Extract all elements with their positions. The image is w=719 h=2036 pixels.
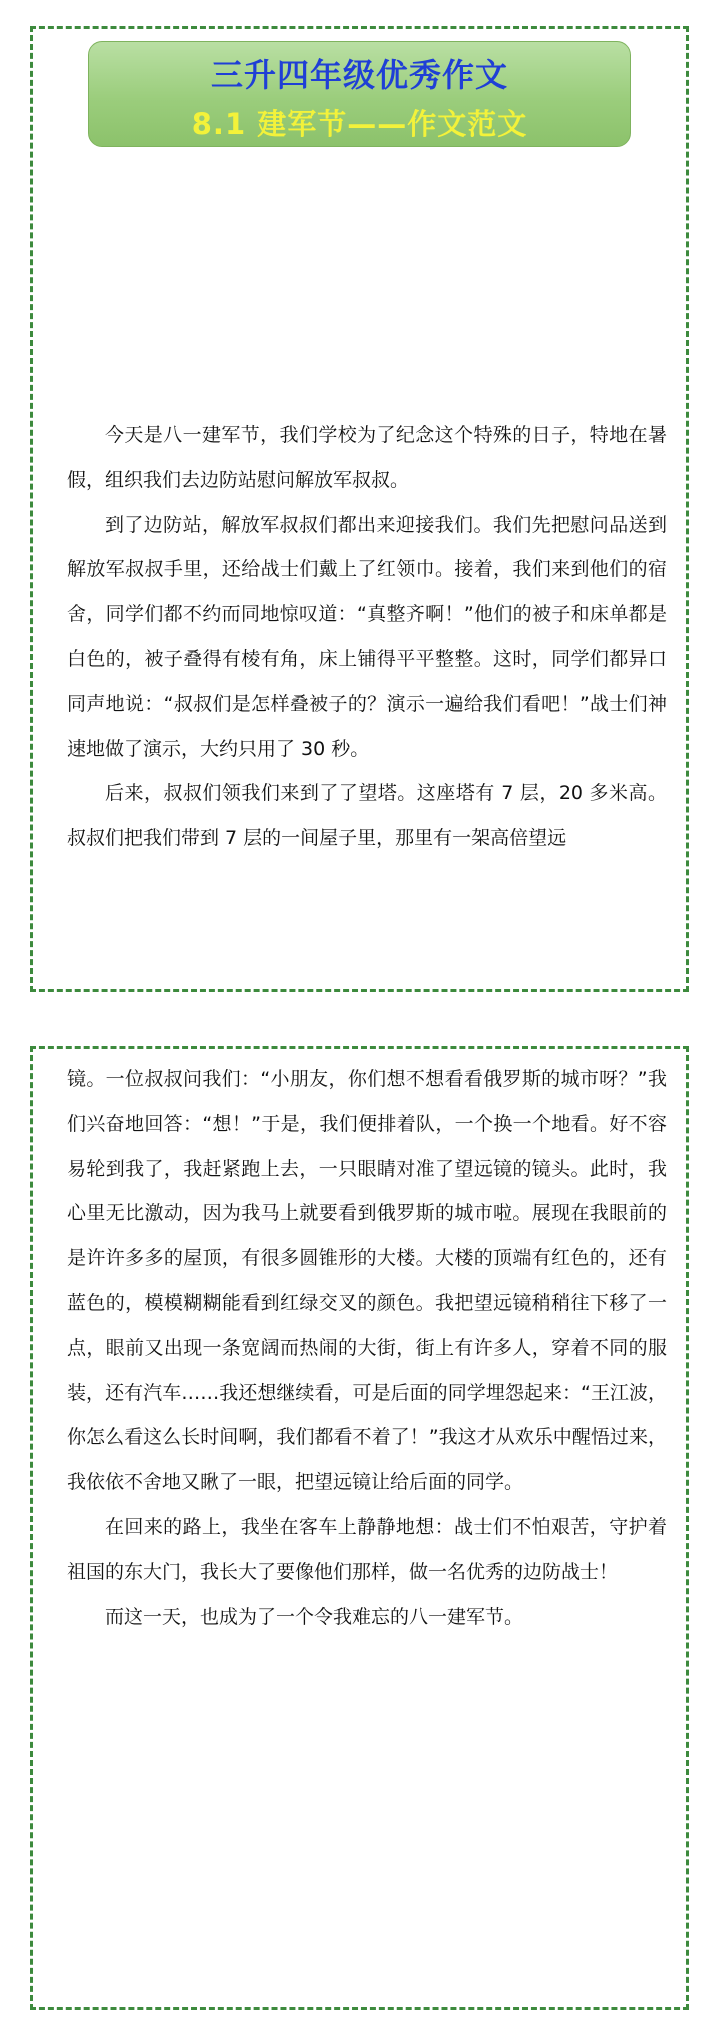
title-banner [88,41,631,147]
essay-paragraph: 后来，叔叔们领我们来到了了望塔。这座塔有 7 层，20 多米高。叔叔们把我们带到 7 层的一间屋子里，那里有一架高倍望远 [67,782,667,850]
page-frame-2 [30,1046,689,2010]
page-title: 三升四年级优秀作文 [210,56,508,94]
essay-paragraph: 今天是八一建军节，我们学校为了纪念这个特殊的日子，特地在暑假，组织我们去边防站慰问解放军叔叔。 [67,424,667,491]
essay-paragraph: 在回来的路上，我坐在客车上静静地想：战士们不怕艰苦，守护着祖国的东大门，我长大了要像他们那样，做一名优秀的边防战士！ [67,1515,667,1583]
essay-paragraph-continued: 镜。一位叔叔问我们：“小朋友，你们想不想看看俄罗斯的城市呀？”我们兴奋地回答：“想！”于是，我们便排着队，一个换一个地看。好不容易轮到我了，我赶紧跑上去，一只眼睛对准了望远镜的镜头。此时，我心里无比激动，因为我马上就要看到俄罗斯的城市啦。展现在我眼前的是许许多多的屋顶，有很多圆锥形的大楼。大楼的顶端有红色的，还有蓝色的，模模糊糊能看到红绿交叉的颜色。我把望远镜稍稍往下移了一点，眼前又出现一条宽阔而热闹的大街，街上有许多人，穿着不同的服装，还有汽车……我还想继续看，可是后面的同学埋怨起来：“王江波，你怎么看这么长时间啊，我们都看不着了！”我这才从欢乐中醒悟过来，我依依不舍地又瞅了一眼，把望远镜让给后面的同学。 [67,1068,667,1494]
page-subtitle: 8.1 建军节——作文范文 [191,107,528,141]
essay-body-1 [67,413,667,861]
essay-body-2 [67,1057,667,1639]
essay-paragraph: 而这一天，也成为了一个令我难忘的八一建军节。 [105,1605,524,1628]
essay-paragraph: 到了边防站，解放军叔叔们都出来迎接我们。我们先把慰问品送到解放军叔叔手里，还给战士们戴上了红领巾。接着，我们来到他们的宿舍，同学们都不约而同地惊叹道：“真整齐啊！”他们的被子和床单都是白色的，被子叠得有棱有角，床上铺得平平整整。这时，同学们都异口同声地说：“叔叔们是怎样叠被子的？演示一遍给我们看吧！”战士们神速地做了演示，大约只用了 30 秒。 [67,513,667,760]
page-frame-1 [30,26,689,992]
